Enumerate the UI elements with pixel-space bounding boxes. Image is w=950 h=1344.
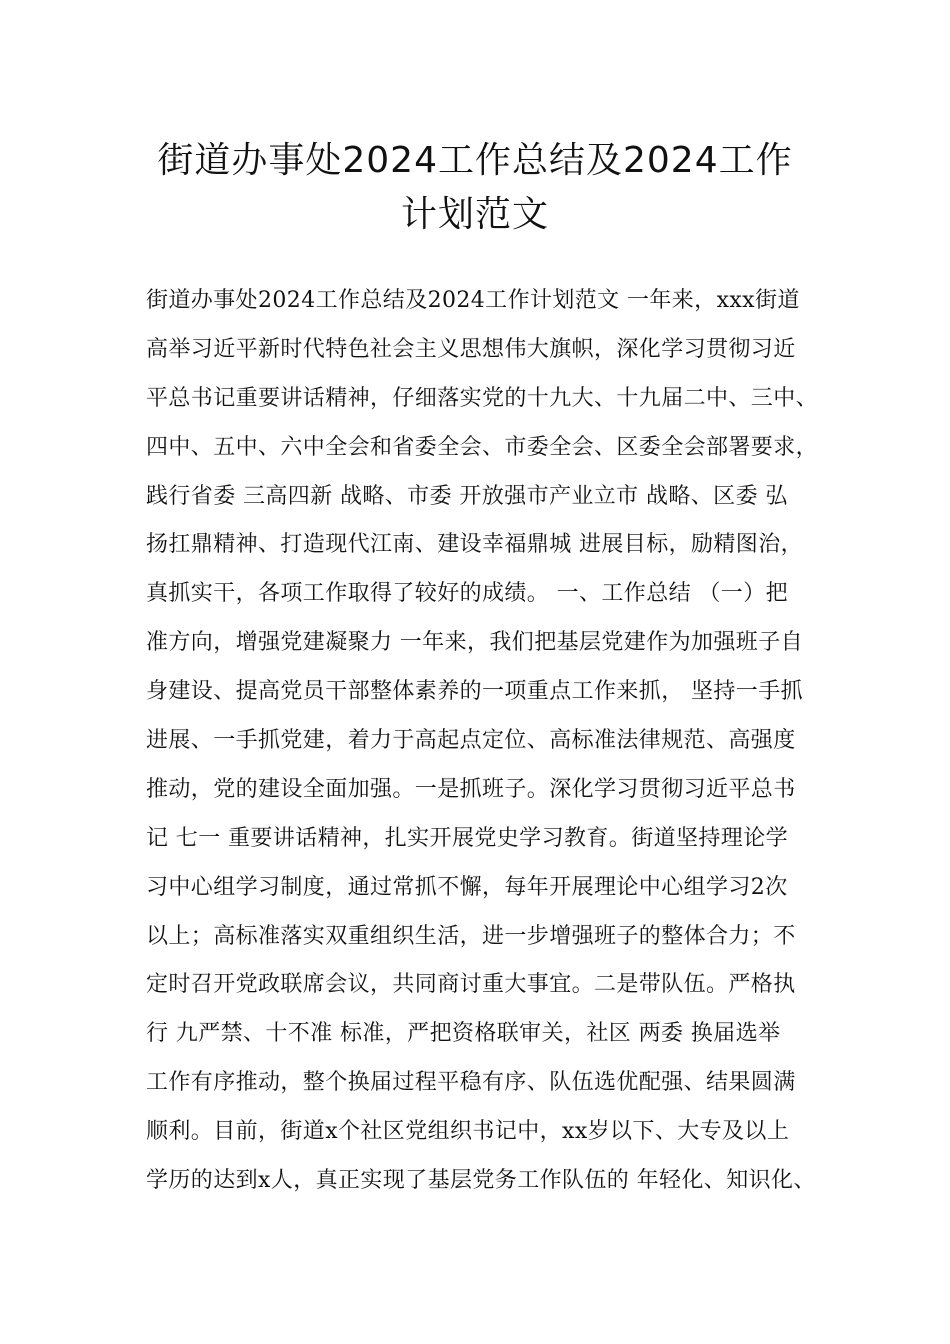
body-line: 行 九严禁、十不准 标准，严把资格联审关，社区 两委 换届选举 [146, 1021, 781, 1047]
body-line: 习中心组学习制度，通过常抓不懈，每年开展理论中心组学习2次 [146, 874, 788, 900]
body-line: 高举习近平新时代特色社会主义思想伟大旗帜，深化学习贯彻习近 [146, 336, 796, 362]
body-line: 践行省委 三高四新 战略、市委 开放强市产业立市 战略、区委 弘 [146, 483, 788, 509]
body-line: 定时召开党政联席会议，共同商讨重大事宜。二是带队伍。严格执 [146, 972, 796, 998]
body-line: 街道办事处2024工作总结及2024工作计划范文 一年来，xxx街道 [146, 288, 800, 313]
document-body [146, 288, 826, 1217]
document-title-line-1: 街道办事处2024工作总结及2024工作 [157, 140, 793, 181]
body-line: 记 七一 重要讲话精神，扎实开展党史学习教育。街道坚持理论学 [146, 825, 788, 851]
body-line: 四中、五中、六中全会和省委全会、市委全会、区委全会部署要求， [146, 434, 819, 460]
body-line: 顺利。目前，街道x个社区党组织书记中，xx岁以下、大专及以上 [146, 1119, 790, 1145]
body-line: 扬扛鼎精神、打造现代江南、建设幸福鼎城 进展目标，励精图治， [146, 532, 803, 558]
document-title-line-2: 计划范文 [400, 194, 549, 235]
body-line: 真抓实干，各项工作取得了较好的成绩。 一、工作总结 （一）把 [146, 581, 788, 607]
body-line: 工作有序推动，整个换届过程平稳有序、队伍选优配强、结果圆满 [146, 1070, 796, 1096]
body-line: 准方向，增强党建凝聚力 一年来，我们把基层党建作为加强班子自 [146, 630, 803, 656]
body-line: 进展、一手抓党建，着力于高起点定位、高标准法律规范、高强度 [146, 728, 796, 754]
body-line: 以上；高标准落实双重组织生活，进一步增强班子的整体合力；不 [146, 923, 796, 949]
body-line: 学历的达到x人，真正实现了基层党务工作队伍的 年轻化、知识化、 [146, 1168, 816, 1194]
body-line: 推动，党的建设全面加强。一是抓班子。深化学习贯彻习近平总书 [146, 776, 796, 802]
body-line: 身建设、提高党员干部整体素养的一项重点工作来抓， 坚持一手抓 [146, 679, 803, 705]
body-line: 平总书记重要讲话精神，仔细落实党的十九大、十九届二中、三中、 [146, 385, 819, 411]
